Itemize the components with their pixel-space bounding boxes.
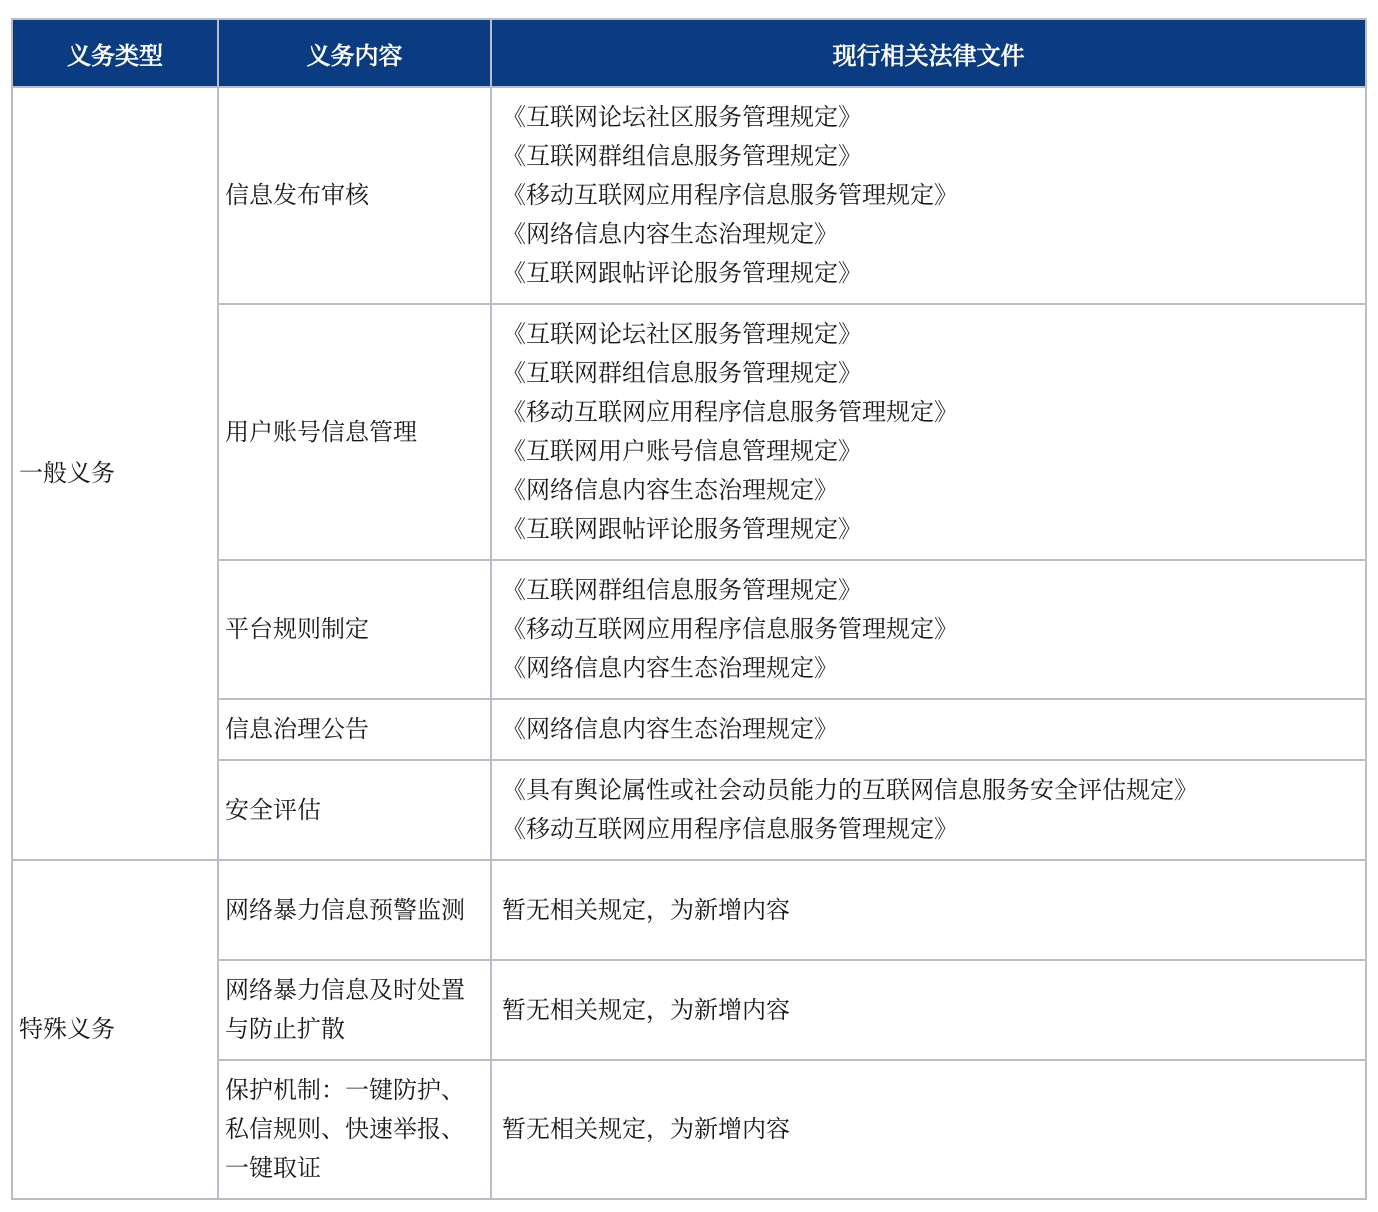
laws-cell bbox=[491, 760, 1366, 860]
obligation-content-cell: 平台规则制定 bbox=[218, 560, 491, 699]
law-item: 《移动互联网应用程序信息服务管理规定》 bbox=[502, 181, 958, 209]
obligation-type-cell: 特殊义务 bbox=[12, 860, 218, 1199]
law-item: 暂无相关规定，为新增内容 bbox=[502, 895, 790, 924]
law-item: 《互联网群组信息服务管理规定》 bbox=[502, 576, 862, 604]
law-item: 《移动互联网应用程序信息服务管理规定》 bbox=[502, 815, 958, 843]
obligation-content-cell: 网络暴力信息预警监测 bbox=[218, 860, 491, 960]
law-item: 《互联网论坛社区服务管理规定》 bbox=[502, 103, 862, 131]
law-item: 《互联网群组信息服务管理规定》 bbox=[502, 359, 862, 387]
obligation-content-cell: 用户账号信息管理 bbox=[218, 304, 491, 560]
obligation-content-cell: 安全评估 bbox=[218, 760, 491, 860]
law-item: 暂无相关规定，为新增内容 bbox=[502, 995, 790, 1024]
law-item: 《网络信息内容生态治理规定》 bbox=[502, 476, 838, 504]
obligations-table bbox=[11, 18, 1367, 1200]
table-row bbox=[12, 860, 1366, 960]
law-item: 《互联网论坛社区服务管理规定》 bbox=[502, 320, 862, 348]
law-item: 《移动互联网应用程序信息服务管理规定》 bbox=[502, 398, 958, 426]
obligation-content-cell: 网络暴力信息及时处置与防止扩散 bbox=[218, 960, 491, 1060]
law-item: 暂无相关规定，为新增内容 bbox=[502, 1115, 790, 1143]
laws-cell bbox=[491, 304, 1366, 560]
header-obligation-type: 义务类型 bbox=[12, 19, 218, 87]
laws-cell bbox=[491, 960, 1366, 1060]
header-current-laws: 现行相关法律文件 bbox=[491, 19, 1366, 87]
table-row bbox=[12, 87, 1366, 304]
obligations-table-container bbox=[11, 18, 1367, 1200]
law-item: 《互联网群组信息服务管理规定》 bbox=[502, 142, 862, 170]
law-item: 《具有舆论属性或社会动员能力的互联网信息服务安全评估规定》 bbox=[502, 776, 1198, 804]
obligation-content-cell: 信息发布审核 bbox=[218, 87, 491, 304]
laws-cell bbox=[491, 87, 1366, 304]
header-obligation-content: 义务内容 bbox=[218, 19, 491, 87]
obligation-content-cell: 保护机制：一键防护、私信规则、快速举报、一键取证 bbox=[218, 1060, 491, 1199]
law-item: 《网络信息内容生态治理规定》 bbox=[502, 220, 838, 248]
laws-cell bbox=[491, 699, 1366, 760]
law-item: 《移动互联网应用程序信息服务管理规定》 bbox=[502, 615, 958, 643]
law-item: 《互联网跟帖评论服务管理规定》 bbox=[502, 515, 862, 543]
laws-cell bbox=[491, 1060, 1366, 1199]
header-row bbox=[12, 19, 1366, 87]
law-item: 《网络信息内容生态治理规定》 bbox=[502, 654, 838, 682]
obligation-type-cell: 一般义务 bbox=[12, 87, 218, 860]
laws-cell bbox=[491, 560, 1366, 699]
laws-cell bbox=[491, 860, 1366, 960]
table-body bbox=[12, 87, 1366, 1199]
law-item: 《网络信息内容生态治理规定》 bbox=[502, 715, 838, 743]
obligation-content-cell: 信息治理公告 bbox=[218, 699, 491, 760]
law-item: 《互联网跟帖评论服务管理规定》 bbox=[502, 259, 862, 287]
table-header bbox=[12, 19, 1366, 87]
law-item: 《互联网用户账号信息管理规定》 bbox=[502, 437, 862, 465]
